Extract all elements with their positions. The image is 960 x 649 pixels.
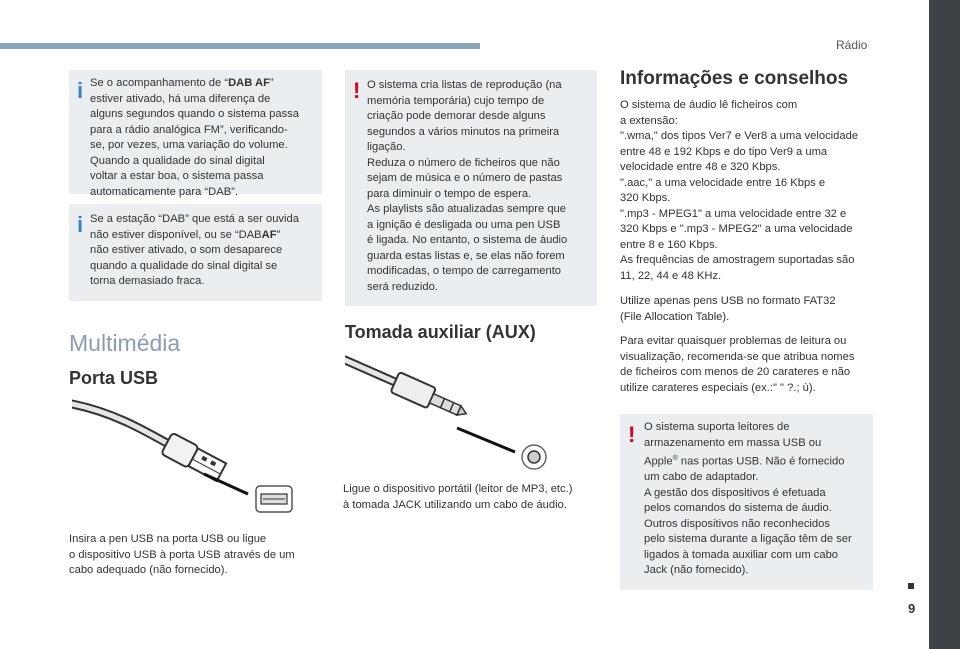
playlist-warning-text: O sistema cria listas de reprodução (na memória temporária) cujo tempo de criação pode demorar desde alguns segundos a vários minutos na primeira ligação. Reduza o número de ficheiros que não sejam de música e o número de pastas para diminuir o tempo de espera. As playlists são atualizadas sempre que a ignição é desligada ou uma pen USB é ligada. No entanto, o sistema de áudio guarda estas listas e, se elas não forem modificadas, o tempo de carregamento será reduzido. [367, 79, 568, 293]
warning-icon: ! [353, 78, 361, 103]
side-tab-bar [929, 0, 960, 649]
usb-port-heading: Porta USB [69, 368, 159, 388]
filename-advice-text: Para evitar quaisquer problemas de leitura ou visualização, recomenda-se que atribua nomes de ficheiros com menos de 20 carateres e não utilize carateres especiais (ex.:" " ?.; ù). [620, 335, 855, 394]
playlist-warning-box [345, 70, 597, 306]
page-number: 9 [908, 601, 916, 616]
usb-plug-illustration [72, 394, 312, 518]
dab-station-info-box [69, 204, 322, 301]
multimedia-heading: Multimédia [69, 330, 181, 356]
aux-instructions-text: Ligue o dispositivo portátil (leitor de MP3, etc.) à tomada JACK utilizando um cabo de áudio. [343, 483, 573, 511]
aux-socket-heading: Tomada auxiliar (AUX) [345, 322, 536, 342]
jack-plug-illustration [345, 352, 555, 472]
usb-instructions-text: Insira a pen USB na porta USB ou ligue o dispositivo USB à porta USB através de um cabo adequado (não fornecido). [69, 533, 295, 576]
section-title: Rádio [836, 38, 868, 52]
dab-af-info-box [69, 70, 322, 198]
fat32-text: Utilize apenas pens USB no formato FAT32 (File Allocation Table). [620, 295, 836, 323]
dab-af-info-text: Se o acompanhamento de “DAB AF” estiver ativado, há uma diferença de alguns segundos quando o sistema passa para a rádio analógica FM”, verificando- se, por vezes, uma variação do volume. Quando a qualidade do sinal digital voltar a estar boa, o sistema passa automaticamente para “DAB”. [90, 77, 299, 198]
page-marker [908, 583, 914, 589]
dab-station-info-text: Se a estação “DAB” que está a ser ouvida não estiver disponível, ou se “DABAF” não estiver ativado, o som desaparece quando a qualidade do sinal digital se torna demasiado fraca. [90, 213, 299, 287]
usb-devices-warning-text: O sistema suporta leitores de armazenamento em massa USB ou Apple® nas portas USB. Não é fornecido um cabo de adaptador. A gestão dos dispositivos é efetuada pelos comandos do sistema de áudio. Outros dispositivos não reconhecidos pelo sistema durante a ligação têm de ser ligados à tomada auxiliar com um cabo Jack (não fornecido). [644, 421, 852, 577]
audio-formats-text: O sistema de áudio lê ficheiros com a extensão: ".wma," dos tipos Ver7 e Ver8 a uma velocidade entre 48 e 192 Kbps e do tipo Ver9 a uma velocidade entre 48 e 320 Kbps. ".aac," a uma velocidade entre 16 Kbps e 320 Kbps. ".mp3 - MPEG1" a uma velocidade entre 32 e 320 Kbps e ".mp3 - MPEG2" a uma velocidade entre 8 e 160 Kbps. As frequências de amostragem suportadas são 11, 22, 44 e 48 KHz. [620, 99, 859, 282]
usb-devices-warning-box [620, 414, 873, 590]
info-advice-heading: Informações e conselhos [620, 68, 849, 89]
info-icon: i [77, 212, 84, 237]
header-accent-bar [0, 43, 480, 49]
info-icon: i [77, 78, 84, 103]
warning-icon: ! [628, 422, 636, 447]
